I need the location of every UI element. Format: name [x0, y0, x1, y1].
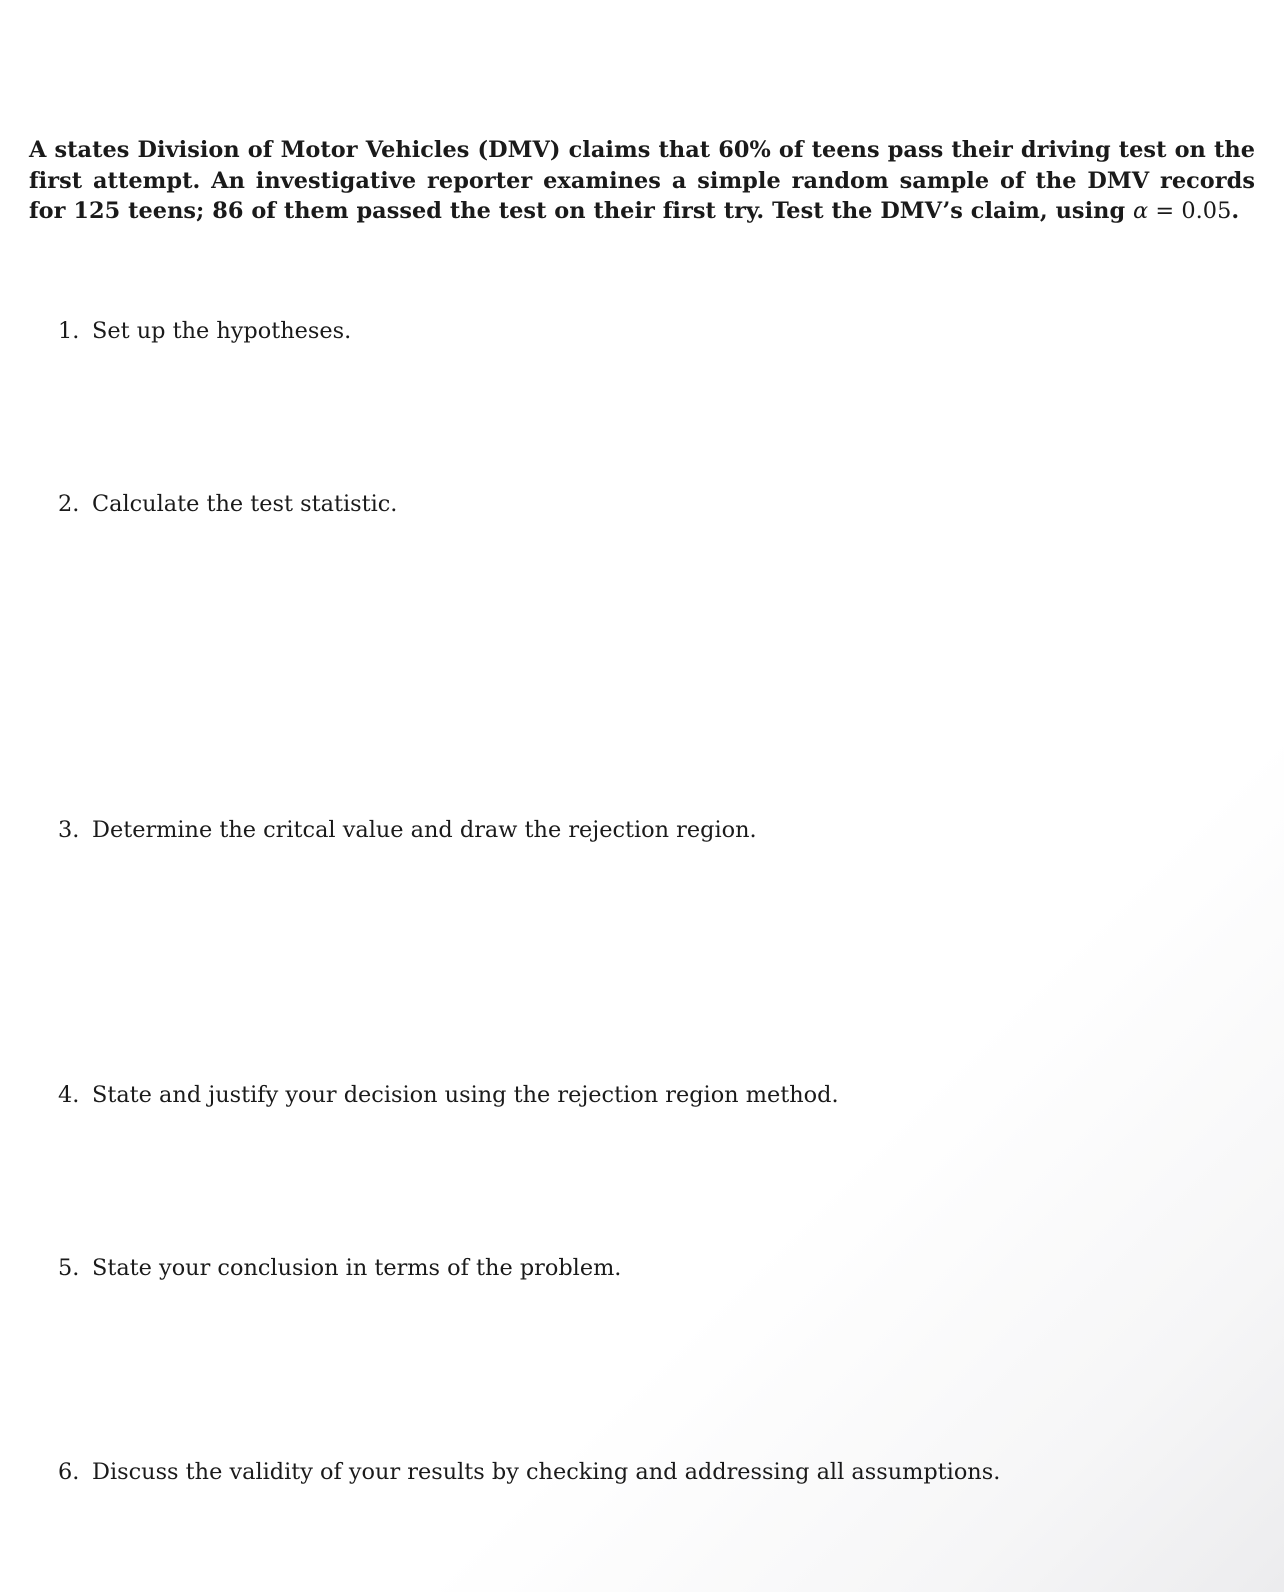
- question-4: [58, 1080, 839, 1110]
- question-text: Set up the hypotheses.: [92, 318, 352, 344]
- question-6: [58, 1457, 1000, 1487]
- problem-text: A states Division of Motor Vehicles (DMV) claims that 60% of teens pass their driving test on the first attempt. An investigative reporter examines a simple random sample of the DMV records for 125 teens; 86 of them passed the test on their first try. Test the DMV’s claim, using: [29, 137, 1255, 224]
- alpha-symbol: α: [1133, 198, 1149, 224]
- question-number: 4.: [58, 1082, 80, 1108]
- question-number: 5.: [58, 1255, 80, 1281]
- question-5: [58, 1253, 621, 1283]
- question-number: 3.: [58, 817, 80, 843]
- question-text: Calculate the test statistic.: [92, 491, 398, 517]
- question-number: 6.: [58, 1459, 80, 1485]
- question-text: State your conclusion in terms of the problem.: [92, 1255, 622, 1281]
- problem-period: .: [1231, 198, 1240, 224]
- question-number: 1.: [58, 318, 80, 344]
- question-3: [58, 815, 757, 845]
- question-text: State and justify your decision using the rejection region method.: [92, 1082, 839, 1108]
- question-text: Determine the critcal value and draw the rejection region.: [92, 817, 757, 843]
- problem-statement: [29, 135, 1255, 227]
- question-1: [58, 316, 351, 346]
- alpha-value: = 0.05: [1148, 198, 1232, 224]
- question-number: 2.: [58, 491, 80, 517]
- question-text: Discuss the validity of your results by checking and addressing all assumptions.: [92, 1459, 1001, 1485]
- question-2: [58, 489, 397, 519]
